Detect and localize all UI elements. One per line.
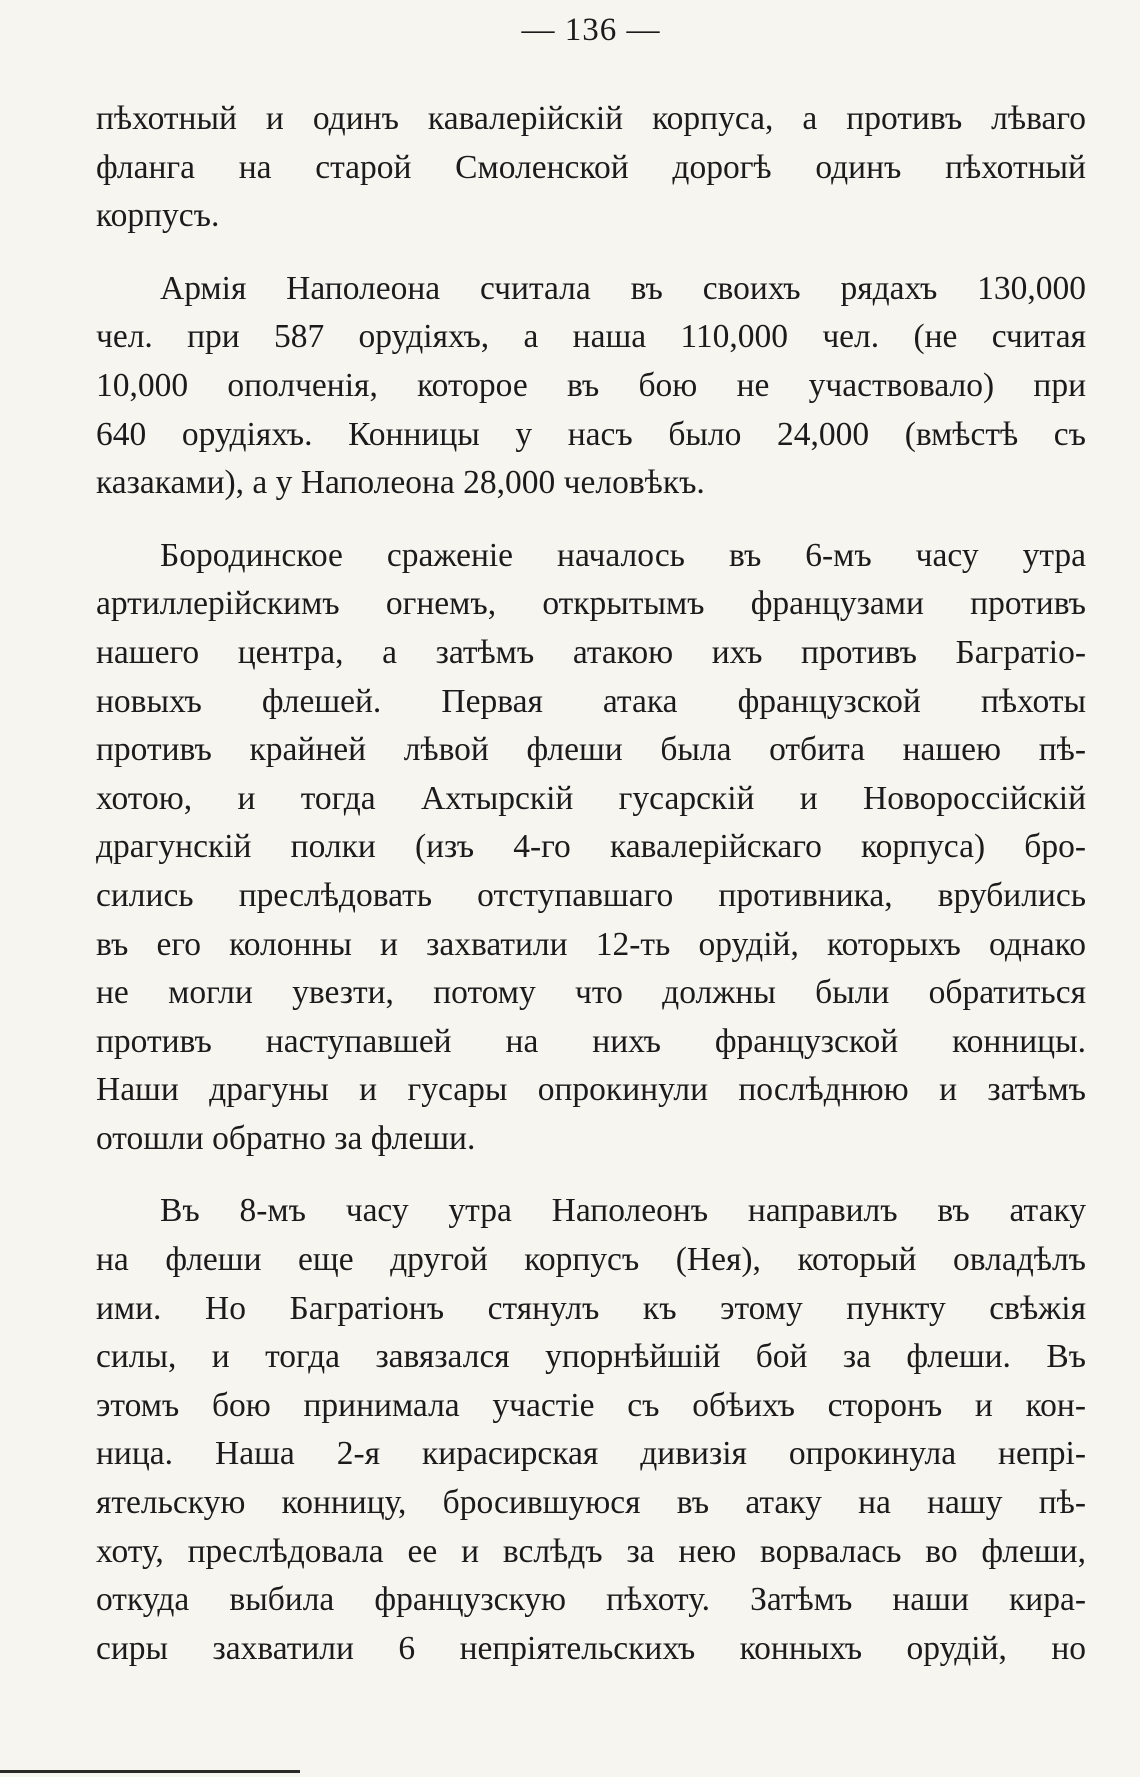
- paragraph-1: [96, 95, 1086, 241]
- paragraph-3: [96, 532, 1086, 1164]
- text-line: Армія Наполеона считала въ своихъ рядахъ 130,000: [160, 269, 1086, 307]
- body-text: [96, 95, 1086, 1673]
- text-line: новыхъ флешей. Первая атака французской пѣхоты: [96, 682, 1086, 720]
- text-line: чел. при 587 орудіяхъ, а наша 110,000 чел. (не считая: [96, 318, 1086, 356]
- text-line: Наши драгуны и гусары опрокинули послѣднюю и затѣмъ: [96, 1071, 1086, 1109]
- text-line: хотою, и тогда Ахтырскій гусарскій и Новороссійскій: [96, 779, 1086, 817]
- text-line: 640 орудіяхъ. Конницы у насъ было 24,000 (вмѣстѣ съ: [96, 415, 1086, 453]
- text-line: ятельскую конницу, бросившуюся въ атаку на нашу пѣ-: [96, 1484, 1086, 1522]
- bottom-rule: [0, 1770, 300, 1773]
- text-line: сиры захватили 6 непріятельскихъ конныхъ орудій, но: [96, 1629, 1086, 1667]
- text-line: ими. Но Багратіонъ стянулъ къ этому пункту свѣжія: [96, 1289, 1086, 1327]
- text-line: драгунскій полки (изъ 4-го кавалерійскаго корпуса) бро-: [96, 828, 1086, 866]
- paragraph-4: [96, 1187, 1086, 1673]
- text-line: сились преслѣдовать отступавшаго противника, врубились: [96, 876, 1086, 914]
- text-line: откуда выбила французскую пѣхоту. Затѣмъ наши кира-: [96, 1581, 1086, 1619]
- text-line: на флеши еще другой корпусъ (Нея), который овладѣлъ: [96, 1241, 1086, 1279]
- text-line: въ его колонны и захватили 12-ть орудій, которыхъ однако: [96, 925, 1086, 963]
- text-line: артиллерійскимъ огнемъ, открытымъ французами противъ: [96, 585, 1086, 623]
- text-line: не могли увезти, потому что должны были обратиться: [96, 974, 1086, 1012]
- text-line: пѣхотный и одинъ кавалерійскій корпуса, а противъ лѣваго: [96, 100, 1086, 137]
- text-line: силы, и тогда завязался упорнѣйшій бой за флеши. Въ: [96, 1338, 1086, 1376]
- text-line: фланга на старой Смоленской дорогѣ одинъ пѣхотный: [96, 148, 1086, 186]
- text-line: этомъ бою принимала участіе съ обѣихъ сторонъ и кон-: [96, 1386, 1086, 1424]
- paragraph-2: [96, 265, 1086, 508]
- text-line: нашего центра, а затѣмъ атакою ихъ противъ Багратіо-: [96, 633, 1086, 671]
- text-line: противъ крайней лѣвой флеши была отбита нашею пѣ-: [96, 731, 1086, 769]
- text-line: 10,000 ополченія, которое въ бою не участвовало) при: [96, 366, 1086, 404]
- text-line: ница. Наша 2-я кирасирская дивизія опрокинула непрі-: [96, 1435, 1086, 1473]
- text-line: Бородинское сраженіе началось въ 6-мъ часу утра: [160, 536, 1086, 574]
- page-number: — 136 —: [521, 12, 661, 48]
- text-line: корпусъ.: [96, 197, 220, 235]
- text-line: казаками), а у Наполеона 28,000 человѣкъ.: [96, 464, 705, 502]
- text-line: Въ 8-мъ часу утра Наполеонъ направилъ въ атаку: [160, 1192, 1086, 1230]
- text-line: противъ наступавшей на нихъ французской конницы.: [96, 1022, 1086, 1060]
- text-line: хоту, преслѣдовала ее и вслѣдъ за нею ворвалась во флеши,: [96, 1532, 1086, 1570]
- text-line: отошли обратно за флеши.: [96, 1119, 476, 1157]
